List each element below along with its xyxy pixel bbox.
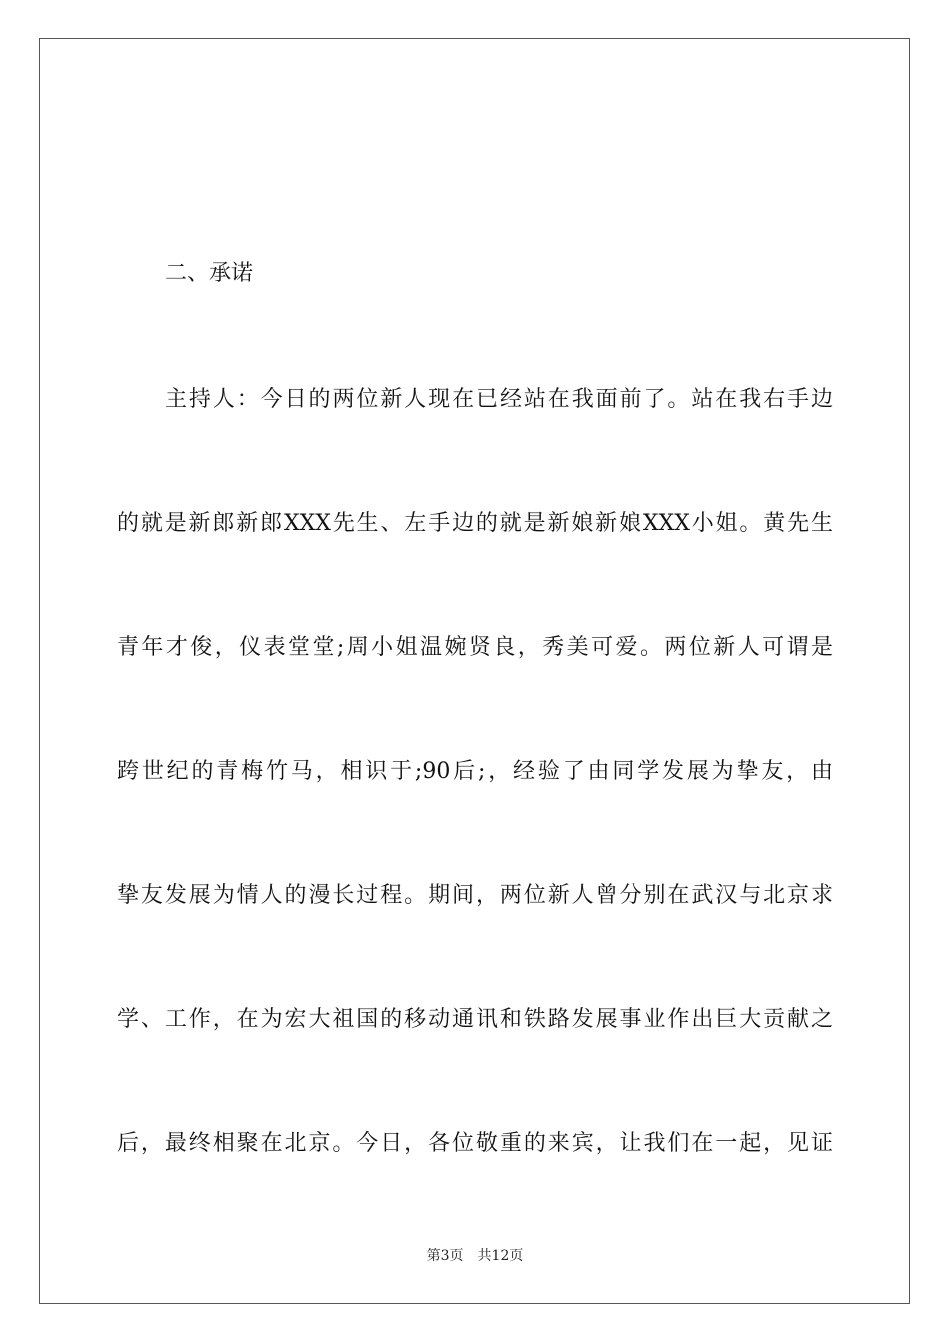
paragraph-line: 后，最终相聚在北京。今日，各位敬重的来宾，让我们在一起，见证 [117,1131,833,1156]
paragraph-line: 挚友发展为情人的漫长过程。期间，两位新人曾分别在武汉与北京求 [117,883,833,908]
page-number: 第3页 [426,1248,464,1264]
page-border [39,38,910,1304]
paragraph-line: 的就是新郎新郎XXX先生、左手边的就是新娘新娘XXX小姐。黄先生 [117,511,833,536]
paragraph-line: 主持人：今日的两位新人现在已经站在我面前了。站在我右手边 [165,387,833,412]
paragraph-line: 学、工作，在为宏大祖国的移动通讯和铁路发展事业作出巨大贡献之 [117,1007,833,1032]
paragraph-line: 跨世纪的青梅竹马，相识于;90后;，经验了由同学发展为挚友，由 [117,759,833,784]
page-total: 共12页 [477,1248,524,1264]
page-footer [0,1246,950,1266]
paragraph-line: 青年才俊，仪表堂堂;周小姐温婉贤良，秀美可爱。两位新人可谓是 [117,635,833,660]
section-heading: 二、承诺 [165,261,254,286]
